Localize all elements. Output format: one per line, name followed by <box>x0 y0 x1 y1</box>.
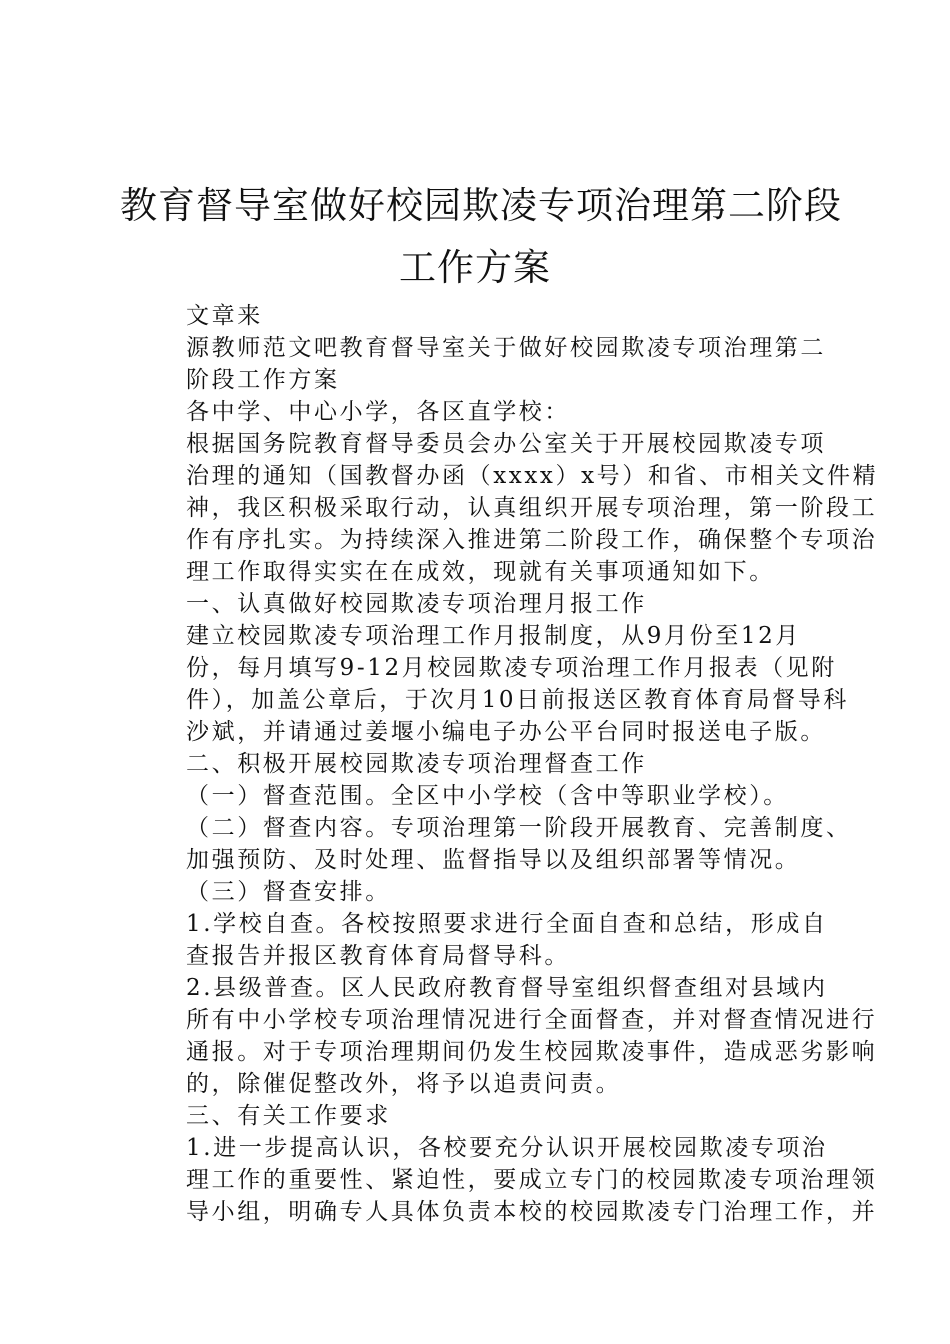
paragraph-9 <box>136 812 856 876</box>
paragraph-6-line-4: 沙斌，并请通过姜堰小编电子办公平台同时报送电子版。 <box>186 719 826 745</box>
paragraph-4-line-1: 根据国务院教育督导委员会办公室关于开展校园欺凌专项 <box>186 431 826 457</box>
paragraph-1 <box>136 300 856 332</box>
paragraph-6 <box>136 620 856 748</box>
paragraph-6-line-1: 建立校园欺凌专项治理工作月报制度，从9月份至12月 <box>186 623 801 649</box>
paragraph-2-line-2: 阶段工作方案 <box>186 367 340 393</box>
paragraph-2-line-1: 源教师范文吧教育督导室关于做好校园欺凌专项治理第二 <box>186 335 826 361</box>
paragraph-14-line-1: 1.进一步提高认识，各校要充分认识开展校园欺凌专项治 <box>186 1135 828 1161</box>
paragraph-10-line-1: （三）督查安排。 <box>186 879 391 905</box>
paragraph-9-line-1: （二）督查内容。专项治理第一阶段开展教育、完善制度、 <box>186 815 852 841</box>
paragraph-3 <box>136 396 856 428</box>
paragraph-7-line-1: 二、积极开展校园欺凌专项治理督查工作 <box>186 751 647 777</box>
paragraph-1-line-1: 文章来 <box>186 303 263 329</box>
paragraph-3-line-1: 各中学、中心小学，各区直学校： <box>186 399 570 425</box>
paragraph-11 <box>136 908 856 972</box>
paragraph-6-line-3: 件），加盖公章后，于次月10日前报送区教育体育局督导科 <box>186 687 849 713</box>
paragraph-8-line-1: （一）督查范围。全区中小学校（含中等职业学校）。 <box>186 783 789 809</box>
paragraph-14 <box>136 1132 878 1228</box>
paragraph-2 <box>136 332 856 396</box>
paragraph-11-line-1: 1.学校自查。各校按照要求进行全面自查和总结，形成自 <box>186 911 828 937</box>
paragraph-4-line-2: 治理的通知（国教督办函（xxxx）x号）和省、市相关文件精 <box>186 463 879 489</box>
paragraph-11-line-2: 查报告并报区教育体育局督导科。 <box>186 943 570 969</box>
paragraph-4-line-3: 神，我区积极采取行动，认真组织开展专项治理，第一阶段工 <box>186 495 878 521</box>
paragraph-12-line-2: 所有中小学校专项治理情况进行全面督查，并对督查情况进行 <box>186 1007 878 1033</box>
paragraph-4-line-4: 作有序扎实。为持续深入推进第二阶段工作，确保整个专项治 <box>186 527 878 553</box>
paragraph-12 <box>136 972 878 1100</box>
paragraph-6-line-2: 份，每月填写9-12月校园欺凌专项治理工作月报表（见附 <box>186 655 837 681</box>
paragraph-12-line-1: 2.县级普查。区人民政府教育督导室组织督查组对县域内 <box>186 975 828 1001</box>
paragraph-9-line-2: 加强预防、及时处理、监督指导以及组织部署等情况。 <box>186 847 801 873</box>
paragraph-4 <box>136 428 879 588</box>
paragraph-4-line-5: 理工作取得实实在在成效，现就有关事项通知如下。 <box>186 559 775 585</box>
paragraph-13 <box>136 1100 856 1132</box>
paragraph-13-line-1: 三、有关工作要求 <box>186 1103 391 1129</box>
paragraph-14-line-3: 导小组，明确专人具体负责本校的校园欺凌专门治理工作，并 <box>186 1199 878 1225</box>
document-body <box>136 300 879 1228</box>
paragraph-10 <box>136 876 856 908</box>
document-title-line-1: 教育督导室做好校园欺凌专项治理第二阶段 <box>120 184 842 227</box>
paragraph-12-line-3: 通报。对于专项治理期间仍发生校园欺凌事件，造成恶劣影响 <box>186 1039 878 1065</box>
paragraph-14-line-2: 理工作的重要性、紧迫性，要成立专门的校园欺凌专项治理领 <box>186 1167 878 1193</box>
paragraph-5-line-1: 一、认真做好校园欺凌专项治理月报工作 <box>186 591 647 617</box>
document-title-line-2: 工作方案 <box>399 246 551 289</box>
paragraph-8 <box>136 780 856 812</box>
paragraph-5 <box>136 588 856 620</box>
paragraph-7 <box>136 748 856 780</box>
paragraph-12-line-4: 的，除催促整改外，将予以追责问责。 <box>186 1071 622 1097</box>
